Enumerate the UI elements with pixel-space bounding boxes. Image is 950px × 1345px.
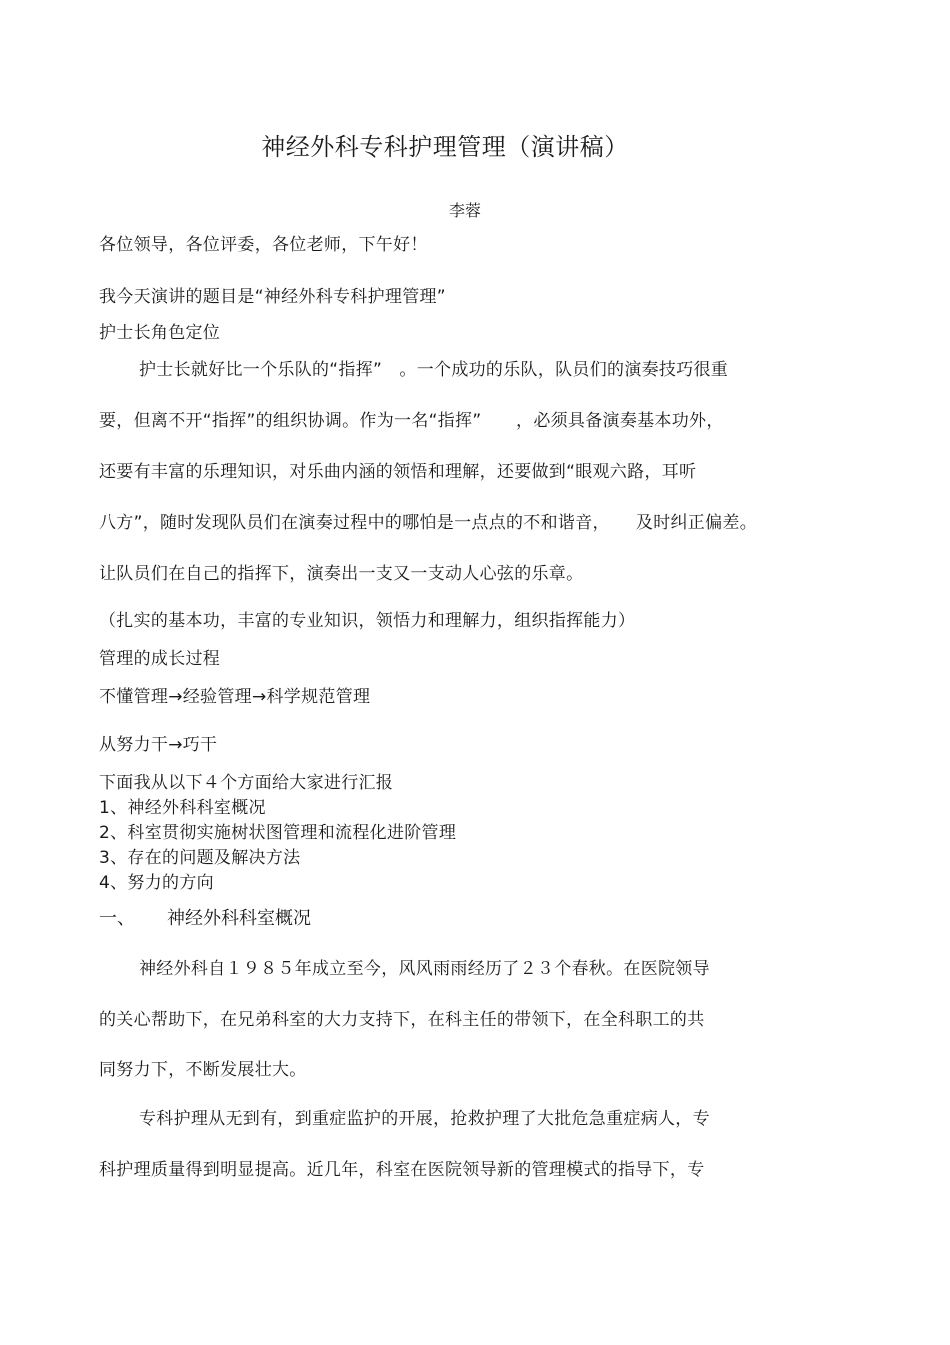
section-heading-1-number: 一、 [99, 908, 135, 929]
para3-line-2: 科护理质量得到明显提高。近几年，科室在医院领导新的管理模式的指导下，专 [99, 1160, 705, 1180]
report-item-3: 3、存在的问题及解决方法 [99, 848, 301, 868]
document-title: 神经外科专科护理管理（演讲稿） [261, 133, 629, 161]
greeting-line: 各位领导，各位评委，各位老师，下午好！ [99, 235, 428, 255]
para1-line-2: 要，但离不开“指挥”的组织协调。作为一名“指挥” ，必须具备演奏基本功外， [99, 411, 724, 431]
growth-line-2: 从努力干→巧干 [99, 735, 218, 755]
report-item-2: 2、科室贯彻实施树状图管理和流程化进阶管理 [99, 823, 457, 843]
section-heading-1-text: 神经外科科室概况 [167, 908, 311, 929]
growth-line-1: 不懂管理→经验管理→科学规范管理 [99, 687, 371, 707]
section-heading-1 [99, 907, 311, 931]
summary-line: （扎实的基本功，丰富的专业知识，领悟力和理解力，组织指挥能力） [99, 611, 636, 631]
document-author: 李蓉 [448, 201, 481, 220]
section-growth-heading: 管理的成长过程 [99, 649, 221, 669]
para2-line-3: 同努力下，不断发展壮大。 [99, 1060, 307, 1080]
para1-line-3: 还要有丰富的乐理知识，对乐曲内涵的领悟和理解，还要做到“眼观六路，耳听 [99, 462, 697, 482]
topic-line: 我今天演讲的题目是“神经外科专科护理管理” [99, 287, 446, 307]
para3-line-1: 专科护理从无到有，到重症监护的开展，抢救护理了大批危急重症病人，专 [139, 1109, 710, 1129]
para2-line-1: 神经外科自１９８５年成立至今，风风雨雨经历了２３个春秋。在医院领导 [139, 959, 710, 979]
report-intro: 下面我从以下４个方面给大家进行汇报 [99, 773, 394, 793]
report-item-1: 1、神经外科科室概况 [99, 798, 266, 818]
para1-line-1: 护士长就好比一个乐队的“指挥” 。一个成功的乐队，队员们的演奏技巧很重 [139, 360, 729, 380]
report-item-4: 4、努力的方向 [99, 873, 214, 893]
para1-line-4: 八方”，随时发现队员们在演奏过程中的哪怕是一点点的不和谐音， 及时纠正偏差。 [99, 513, 758, 533]
para1-line-5: 让队员们在自己的指挥下，演奏出一支又一支动人心弦的乐章。 [99, 564, 584, 584]
para2-line-2: 的关心帮助下，在兄弟科室的大力支持下，在科主任的带领下，在全科职工的共 [99, 1010, 705, 1030]
section-role-heading: 护士长角色定位 [99, 323, 221, 343]
